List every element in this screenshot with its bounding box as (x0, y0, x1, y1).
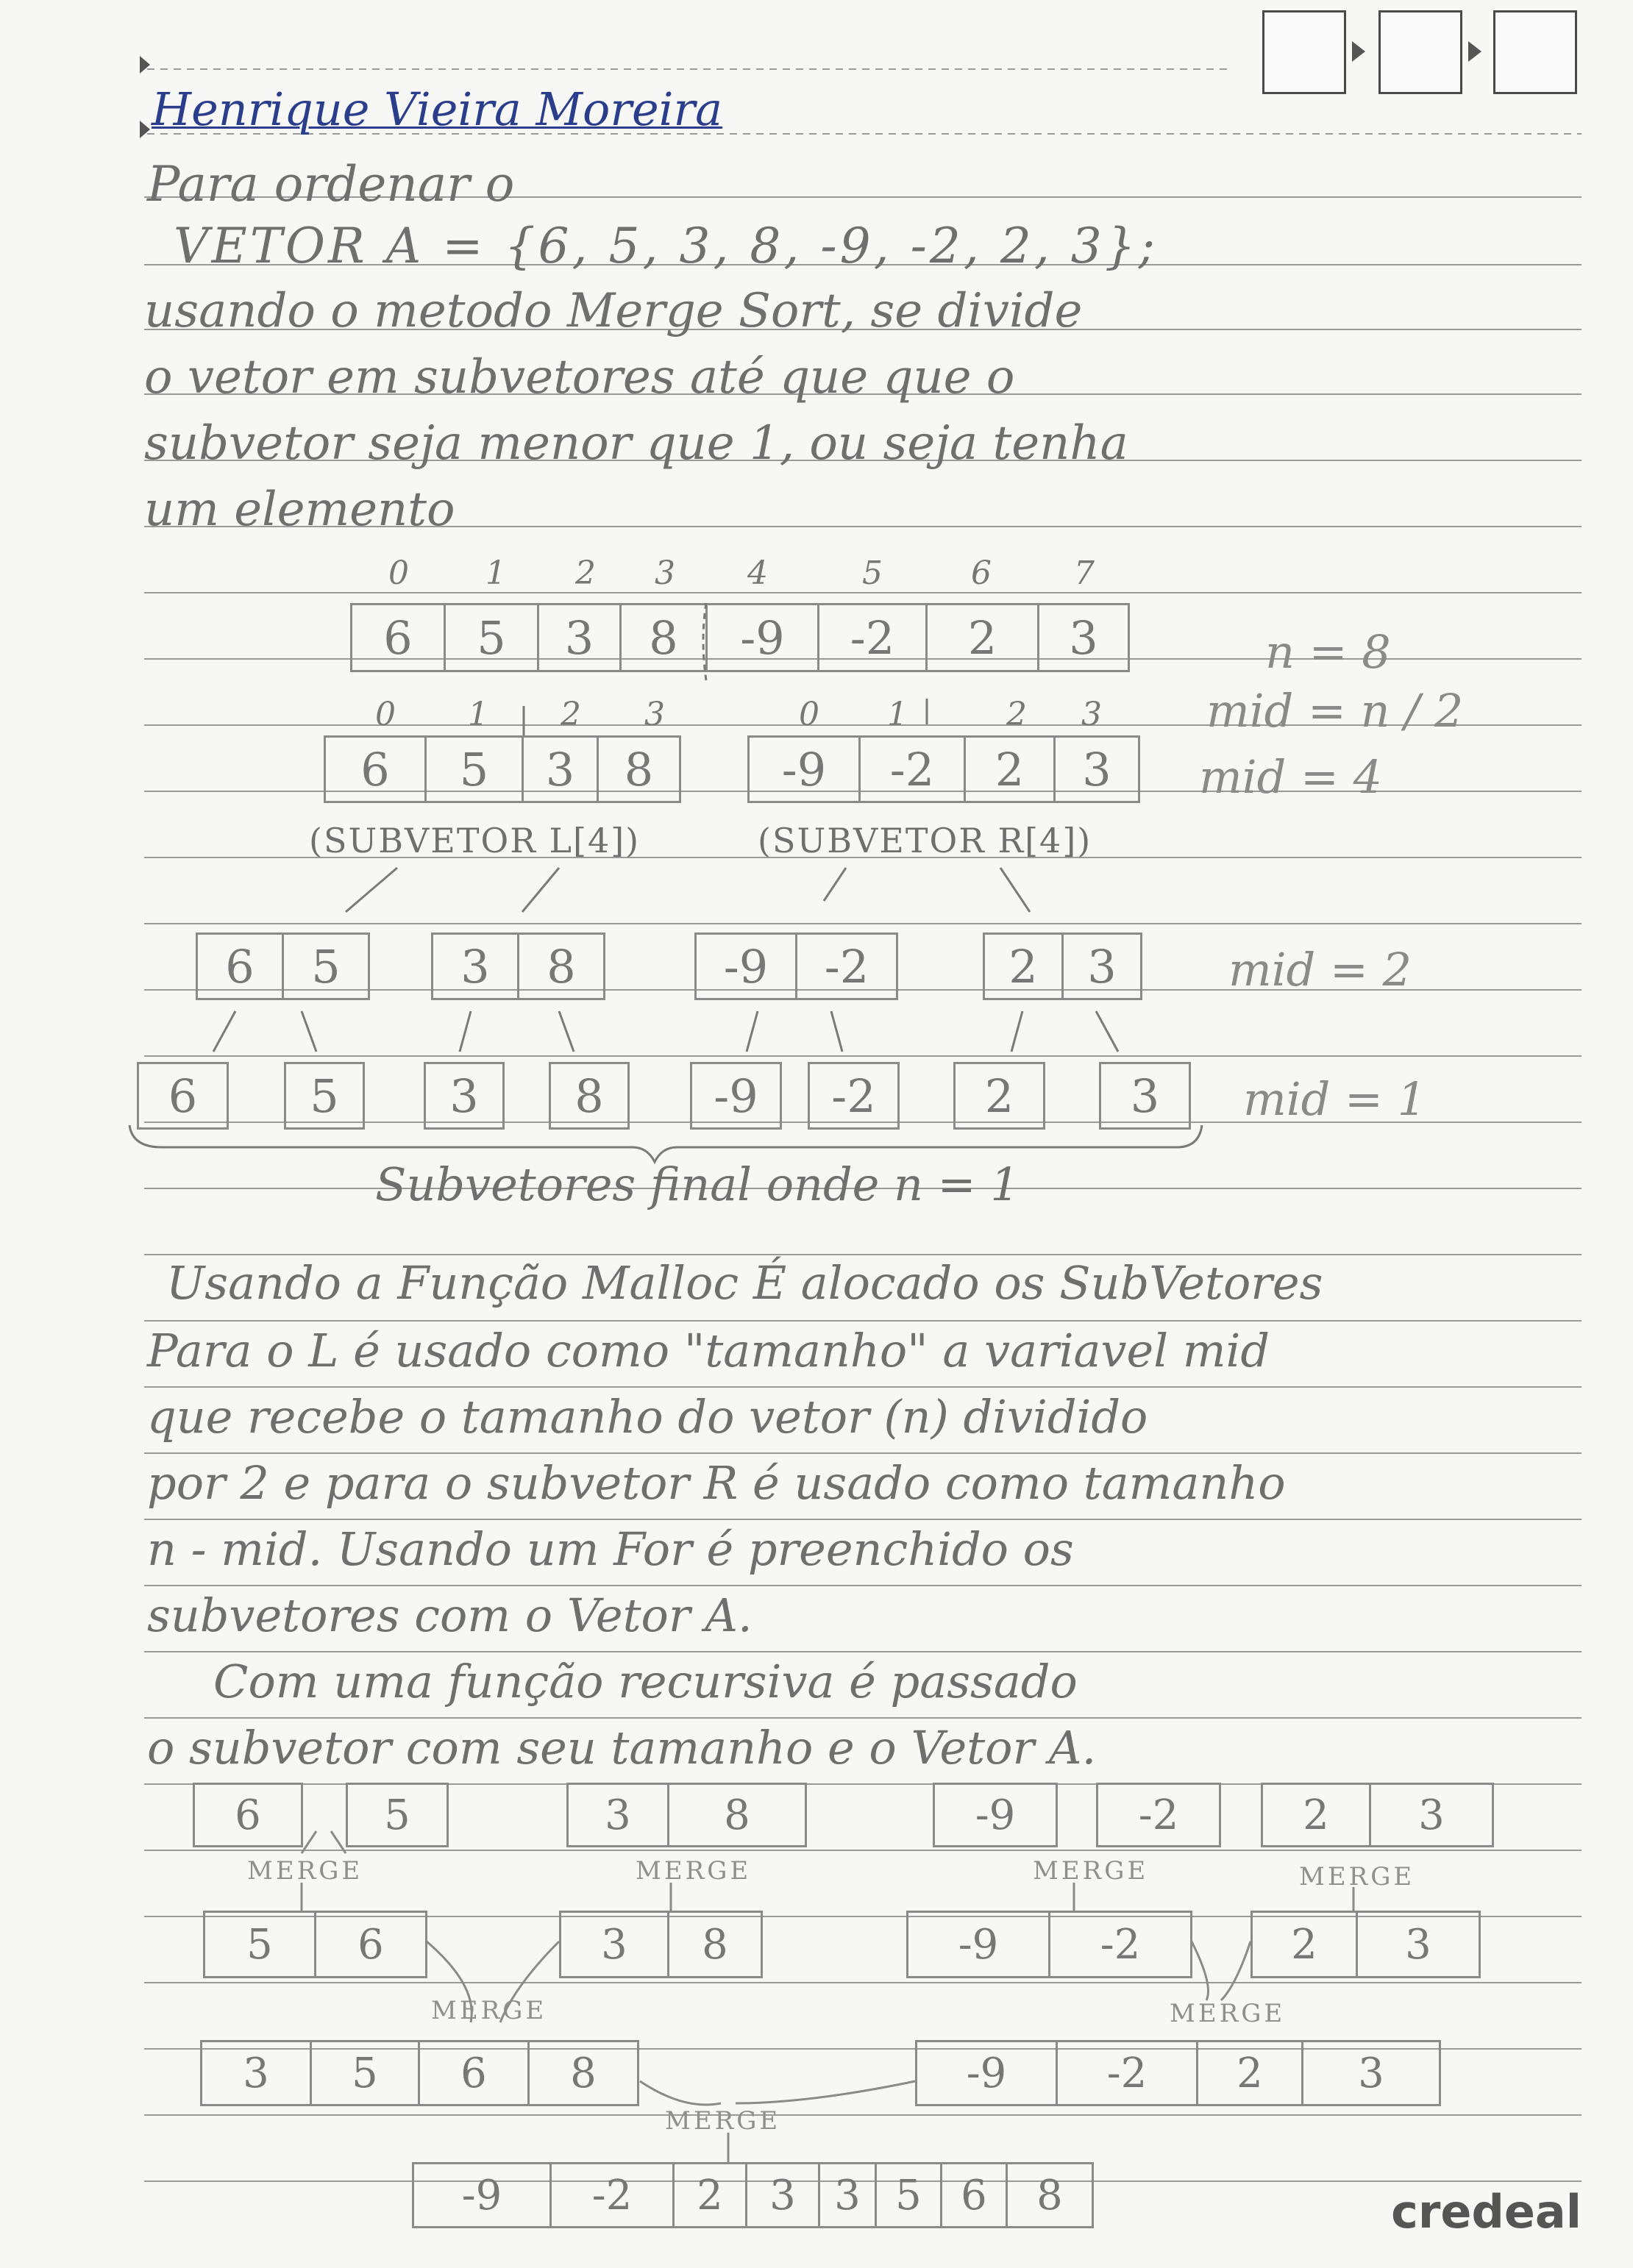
merge-label: MERGE (1033, 1856, 1149, 1886)
merge-cell: -2 (1096, 1783, 1221, 1847)
final-cell: 5 (875, 2162, 942, 2228)
index-label: 2 (1006, 696, 1027, 733)
index-label: 3 (1081, 696, 1102, 733)
left-cell: 6 (324, 735, 427, 803)
merge-cell: 5 (203, 1911, 316, 1978)
single-cell: 6 (137, 1062, 229, 1130)
explanation-line: o subvetor com seu tamanho e o Vetor A. (147, 1721, 1097, 1775)
intro-line: usando o metodo Merge Sort, se divide (144, 284, 1083, 338)
explanation-line: Para o L é usado como "tamanho" a variavel mid (147, 1324, 1270, 1377)
final-cell: 3 (745, 2162, 820, 2228)
array-cell: -2 (817, 603, 928, 672)
merge-cell: 3 (200, 2040, 312, 2106)
merge-cell: 6 (314, 1911, 427, 1978)
merge-cell: 2 (1261, 1783, 1371, 1847)
pair-cell: 6 (196, 932, 284, 1000)
single-cell: 8 (549, 1062, 630, 1130)
array-cell: 8 (619, 603, 708, 672)
pair-cell: 5 (282, 932, 370, 1000)
pair-cell: -9 (694, 932, 797, 1000)
intro-line: subvetor seja menor que 1, ou seja tenha (144, 416, 1128, 471)
merge-cell: -2 (1048, 1911, 1192, 1978)
merge-cell: 8 (527, 2040, 639, 2106)
note-mid-4: mid = 4 (1199, 750, 1383, 804)
intro-line: um elemento (144, 482, 455, 537)
subvetor-r-label: (SUBVETOR R[4]) (758, 821, 1092, 860)
merge-cell: -2 (1056, 2040, 1198, 2106)
array-cell: 6 (350, 603, 446, 672)
array-cell: 5 (444, 603, 539, 672)
arrow-icon (736, 2081, 915, 2103)
merge-cell: -9 (906, 1911, 1050, 1978)
left-cell: 8 (597, 735, 681, 803)
note-mid-2: mid = 2 (1228, 943, 1412, 996)
right-cell: 2 (964, 735, 1056, 803)
explanation-line: que recebe o tamanho do vetor (n) dividido (147, 1390, 1148, 1444)
index-label: 2 (575, 554, 596, 592)
single-cell: 3 (1099, 1062, 1191, 1130)
intro-line: o vetor em subvetores até que que o (144, 350, 1015, 404)
arrow-icon (427, 1941, 472, 2022)
merge-cell: 3 (1356, 1911, 1481, 1978)
index-label: 3 (644, 696, 665, 733)
array-cell: -9 (705, 603, 819, 672)
index-label: 1 (887, 696, 908, 733)
index-label: 5 (862, 554, 883, 592)
final-cell: -9 (412, 2162, 552, 2228)
index-label: 4 (747, 554, 768, 592)
subvetor-l-label: (SUBVETOR L[4]) (309, 821, 641, 860)
arrow-icon (331, 1831, 346, 1853)
final-label: Subvetores final onde n = 1 (375, 1158, 1020, 1211)
single-cell: -2 (808, 1062, 900, 1130)
single-cell: 2 (953, 1062, 1045, 1130)
final-cell: 6 (940, 2162, 1008, 2228)
pair-cell: 3 (1061, 932, 1142, 1000)
merge-cell: 5 (310, 2040, 420, 2106)
merge-cell: 6 (193, 1783, 303, 1847)
pair-cell: 2 (983, 932, 1064, 1000)
merge-label: MERGE (636, 1856, 752, 1886)
arrow-icon (500, 1941, 559, 2022)
merge-cell: 3 (1369, 1783, 1494, 1847)
merge-cell: 8 (667, 1911, 763, 1978)
pair-cell: 8 (517, 932, 605, 1000)
array-cell: 3 (1037, 603, 1130, 672)
right-cell: 3 (1053, 735, 1140, 803)
index-label: 0 (375, 696, 396, 733)
single-cell: 5 (284, 1062, 365, 1130)
merge-label: MERGE (431, 1996, 547, 2025)
final-cell: -2 (549, 2162, 675, 2228)
merge-label: MERGE (247, 1856, 363, 1886)
merge-cell: 2 (1196, 2040, 1303, 2106)
intro-line: VETOR A = {6, 5, 3, 8, -9, -2, 2, 3}; (174, 218, 1159, 274)
explanation-line: n - mid. Usando um For é preenchido os (147, 1522, 1074, 1576)
merge-cell: 6 (418, 2040, 530, 2106)
index-label: 6 (971, 554, 992, 592)
single-cell: 3 (424, 1062, 505, 1130)
array-cell: 2 (925, 603, 1039, 672)
right-cell: -2 (858, 735, 966, 803)
merge-cell: 2 (1250, 1911, 1358, 1978)
index-label: 1 (485, 554, 506, 592)
merge-cell: -9 (915, 2040, 1058, 2106)
note-n: n = 8 (1265, 625, 1391, 679)
final-cell: 8 (1006, 2162, 1094, 2228)
index-label: 1 (468, 696, 488, 733)
arrow-icon (640, 2081, 721, 2105)
pair-cell: 3 (431, 932, 519, 1000)
explanation-line: Usando a Função Malloc É alocado os SubVetores (166, 1256, 1323, 1310)
index-label: 2 (561, 696, 581, 733)
final-cell: 2 (672, 2162, 747, 2228)
left-cell: 5 (424, 735, 524, 803)
arrow-icon (302, 1831, 316, 1853)
merge-label: MERGE (665, 2106, 781, 2136)
merge-label: MERGE (1170, 1999, 1286, 2028)
array-cell: 3 (537, 603, 622, 672)
arrow-icon (1221, 1941, 1250, 2000)
merge-label: MERGE (1299, 1862, 1415, 1891)
explanation-line: por 2 e para o subvetor R é usado como tamanho (147, 1456, 1286, 1510)
right-cell: -9 (747, 735, 861, 803)
index-label: 3 (655, 554, 675, 592)
arrow-icon (1192, 1941, 1209, 2000)
merge-cell: 3 (559, 1911, 669, 1978)
brand-logo: credeal (1391, 2185, 1582, 2239)
merge-cell: 8 (667, 1783, 807, 1847)
final-cell: 3 (818, 2162, 877, 2228)
merge-cell: 3 (1301, 2040, 1441, 2106)
note-mid-1: mid = 1 (1243, 1072, 1427, 1126)
index-label: 0 (799, 696, 819, 733)
merge-cell: 5 (346, 1783, 449, 1847)
explanation-line: Com uma função recursiva é passado (213, 1655, 1078, 1708)
note-mid-formula: mid = n / 2 (1206, 684, 1464, 738)
explanation-line: subvetores com o Vetor A. (147, 1588, 753, 1642)
intro-line: Para ordenar o (147, 156, 515, 213)
single-cell: -9 (690, 1062, 782, 1130)
index-label: 0 (388, 554, 409, 592)
author-name: Henrique Vieira Moreira (152, 82, 723, 136)
merge-cell: -9 (933, 1783, 1058, 1847)
left-cell: 3 (522, 735, 599, 803)
pair-cell: -2 (795, 932, 898, 1000)
index-label: 7 (1074, 554, 1095, 592)
merge-cell: 3 (566, 1783, 669, 1847)
